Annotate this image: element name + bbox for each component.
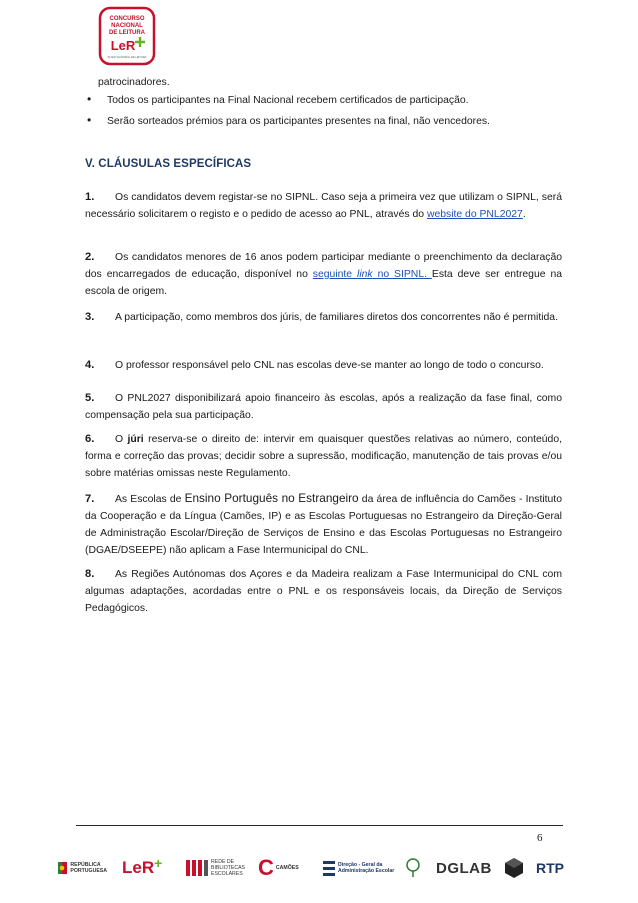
bullet-item: • Serão sorteados prémios para os participantes presentes na final, não vencedores.	[85, 113, 562, 134]
clause-text: O	[115, 434, 128, 445]
clause-3	[85, 309, 562, 326]
ministry-emblem-logo	[404, 850, 426, 886]
clause-7	[85, 490, 562, 559]
clause-5	[85, 390, 562, 424]
svg-text:LeR: LeR	[110, 38, 136, 53]
svg-text:CONCURSO: CONCURSO	[109, 16, 145, 22]
camoes-c-icon: C	[258, 855, 274, 880]
clause-emphasis: Ensino Português no Estrangeiro	[184, 491, 359, 505]
rtp-logo	[536, 850, 576, 886]
link-part: seguinte	[312, 269, 358, 280]
clause-text: Os candidatos devem registar-se no SIPNL. Caso seja a primeira vez que utilizam o SIPNL, será necessário solicitarem o registo e o pedido de acesso ao PNL, através do	[85, 192, 562, 220]
rtp-label: RTP	[536, 860, 564, 876]
rede-bibliotecas-escolares-logo	[186, 850, 248, 886]
cube-icon	[504, 857, 524, 879]
footer-logos	[58, 850, 578, 886]
camoes-label: CAMÕES	[275, 865, 299, 871]
rbe-icon	[186, 858, 208, 878]
intro-bullet-list	[85, 92, 562, 134]
dgae-label: Direção - Geral da Administração Escolar	[338, 862, 395, 874]
clause-text: O professor responsável pelo CNL nas escolas deve-se manter ao longo de todo o concurso.	[115, 360, 544, 371]
link-part: no SIPNL.	[372, 269, 432, 280]
page-number: 6	[537, 832, 543, 844]
clause-text-end: reserva-se o direito de: intervir em quaisquer questões relativas ao número, conteúdo, forma e correção das provas; decidir sobre a supressão, modificação, manutenção de tais provas e/ou sobre matérias omissas neste Regulamento.	[85, 434, 562, 479]
bullet-item: • Todos os participantes na Final Nacional recebem certificados de participação.	[85, 92, 562, 113]
republica-label: REPÚBLICA PORTUGUESA	[70, 862, 107, 874]
link-part: link	[357, 269, 373, 280]
flag-emblem-icon	[58, 857, 67, 879]
plus-icon: +	[154, 855, 163, 871]
dglab-logo	[436, 850, 498, 886]
clause-number: 6.	[85, 433, 95, 445]
clause-bold-term: júri	[127, 434, 144, 445]
clause-text: As Regiões Autónomas dos Açores e da Madeira realizam a Fase Intermunicipal do CNL com algumas adaptações, acordadas entre o PNL e os responsáveis locais, da Direção de Serviços Pedagógicos.	[85, 569, 562, 614]
clause-number: 3.	[85, 311, 95, 323]
clause-text-end: Esta deve ser entregue na escola de origem.	[85, 269, 563, 297]
clause-number: 8.	[85, 568, 95, 580]
bnp-logo	[504, 850, 528, 886]
clause-number: 5.	[85, 392, 95, 404]
clause-text-end: .	[522, 209, 526, 220]
clause-1	[85, 189, 562, 223]
svg-text:NACIONAL: NACIONAL	[111, 23, 143, 29]
clause-6	[85, 431, 562, 482]
concurso-nacional-de-leitura-logo	[96, 6, 158, 68]
rbe-label: REDE DE BIBLIOTECAS ESCOLARES	[211, 859, 246, 877]
svg-text:DE LEITURA: DE LEITURA	[109, 30, 145, 36]
website-pnl2027-link[interactable]: website do PNL2027	[426, 209, 523, 220]
clause-text-end: da área de influência do Camões - Instituto da Cooperação e da Língua (Camões, IP) e as Escolas Portuguesas no Estrangeiro da Direção-Geral de Administração Escolar/Direção de Serviços de Ensino e das Escolas Portuguesas no Estrangeiro (DGAE/DSEEPE) não aplicam a Fase Intermunicipal do CNL.	[85, 494, 562, 556]
clause-number: 4.	[85, 359, 95, 371]
republica-portuguesa-logo	[58, 850, 116, 886]
clause-8	[85, 566, 562, 617]
section-title: V. CLÁUSULAS ESPECÍFICAS	[85, 158, 252, 170]
camoes-logo	[258, 850, 316, 886]
svg-text:PLANO NACIONAL DE LEITURA: PLANO NACIONAL DE LEITURA	[107, 56, 147, 59]
sipnl-link[interactable]	[313, 269, 432, 280]
continuation-text: patrocinadores.	[98, 77, 170, 88]
clause-text: Os candidatos menores de 16 anos podem participar mediante o preenchimento da declaração dos encarregados de educação, disponível no	[85, 252, 562, 280]
clause-text: A participação, como membros dos júris, de familiares diretos dos concorrentes não é permitida.	[115, 312, 558, 323]
dglab-label: DGLAB	[436, 859, 492, 877]
clause-2	[85, 249, 562, 300]
clause-number: 2.	[85, 251, 95, 263]
dgae-logo	[323, 850, 399, 886]
clause-text: As Escolas de	[115, 494, 185, 505]
clause-number: 7.	[85, 493, 95, 505]
ler-brand: LeR	[122, 858, 155, 877]
clause-number: 1.	[85, 191, 95, 203]
clause-text: O PNL2027 disponibilizará apoio financeiro às escolas, após a realização da fase final, como compensação pela sua participação.	[85, 393, 562, 421]
clause-4	[85, 357, 562, 374]
ler-logo	[122, 850, 174, 886]
leaf-emblem-icon	[404, 857, 422, 879]
dgae-icon	[323, 859, 335, 877]
footer-rule	[76, 825, 563, 826]
